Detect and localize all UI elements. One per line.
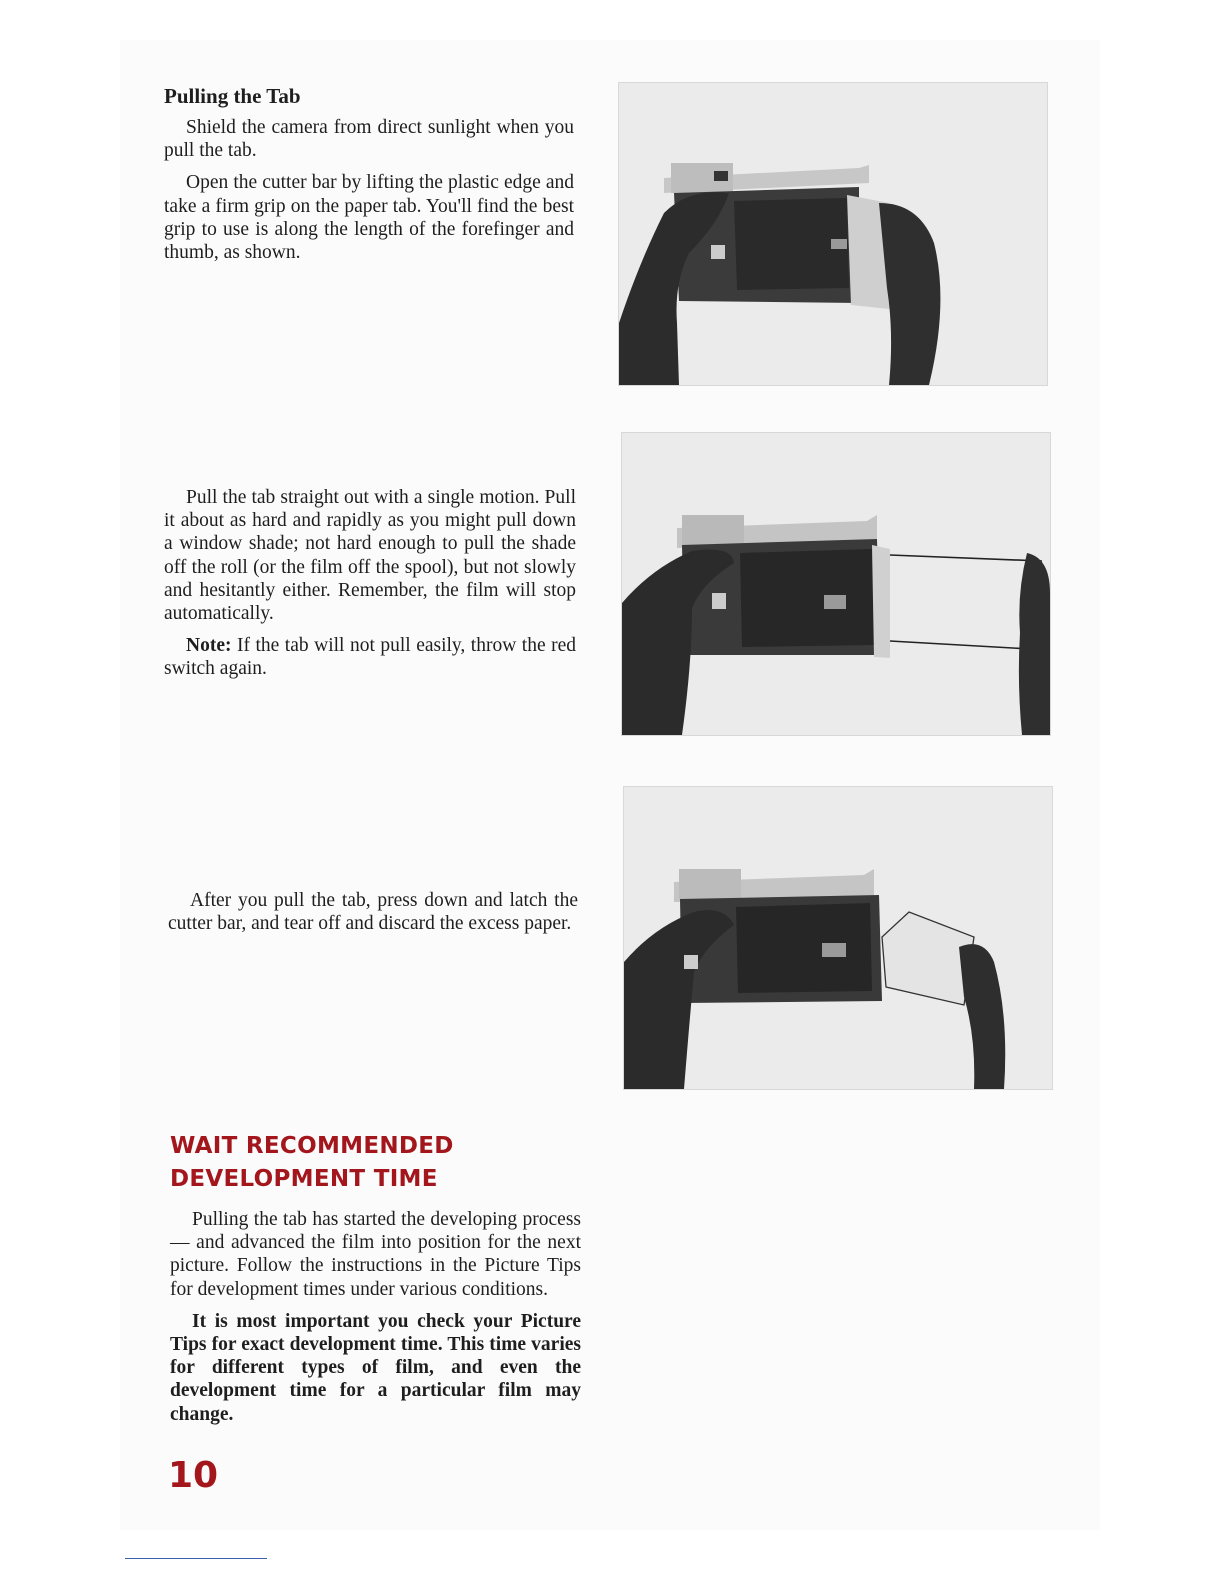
paragraph: Shield the camera from direct sunlight when you pull the tab. bbox=[164, 117, 574, 162]
important-paragraph: It is most important you check your Picture Tips for exact development time. This time varies for different types of film, and even the development time for a particular film may change. bbox=[170, 1310, 581, 1425]
footer-rule bbox=[125, 1558, 267, 1559]
paragraph: Open the cutter bar by lifting the plastic edge and take a firm grip on the paper tab. You'll find the best grip to use is along the length of the forefinger and thumb, as shown. bbox=[164, 172, 574, 264]
section1-text bbox=[164, 116, 574, 273]
camera-hands-gripping-tab-photo bbox=[618, 82, 1048, 386]
note-paragraph bbox=[164, 634, 576, 680]
paragraph: After you pull the tab, press down and latch the cutter bar, and tear off and discard the excess paper. bbox=[168, 890, 578, 935]
wait-development-heading bbox=[170, 1130, 454, 1196]
page-number: 10 bbox=[168, 1455, 219, 1496]
section4-text bbox=[170, 1208, 581, 1435]
camera-hands-tearing-paper-photo bbox=[623, 786, 1053, 1090]
paragraph: Pulling the tab has started the developing process — and advanced the film into position for the next picture. Follow the instructions in the Picture Tips for development times under various conditions. bbox=[170, 1209, 581, 1300]
note-label: Note: bbox=[186, 635, 232, 657]
heading-line: WAIT RECOMMENDED bbox=[170, 1133, 454, 1159]
section3-text bbox=[168, 889, 578, 944]
section2-text bbox=[164, 486, 576, 690]
heading-line: DEVELOPMENT TIME bbox=[170, 1166, 438, 1192]
camera-hands-pulling-tab-photo bbox=[621, 432, 1051, 736]
note-text: If the tab will not pull easily, throw the red switch again. bbox=[164, 635, 576, 680]
section-heading-pulling-tab: Pulling the Tab bbox=[164, 84, 301, 108]
paragraph: Pull the tab straight out with a single motion. Pull it about as hard and rapidly as you might pull down a window shade; not hard enough to pull the shade off the roll (or the film off the spool), but not slowly and hesitantly either. Remember, the film will stop automatically. bbox=[164, 487, 576, 625]
